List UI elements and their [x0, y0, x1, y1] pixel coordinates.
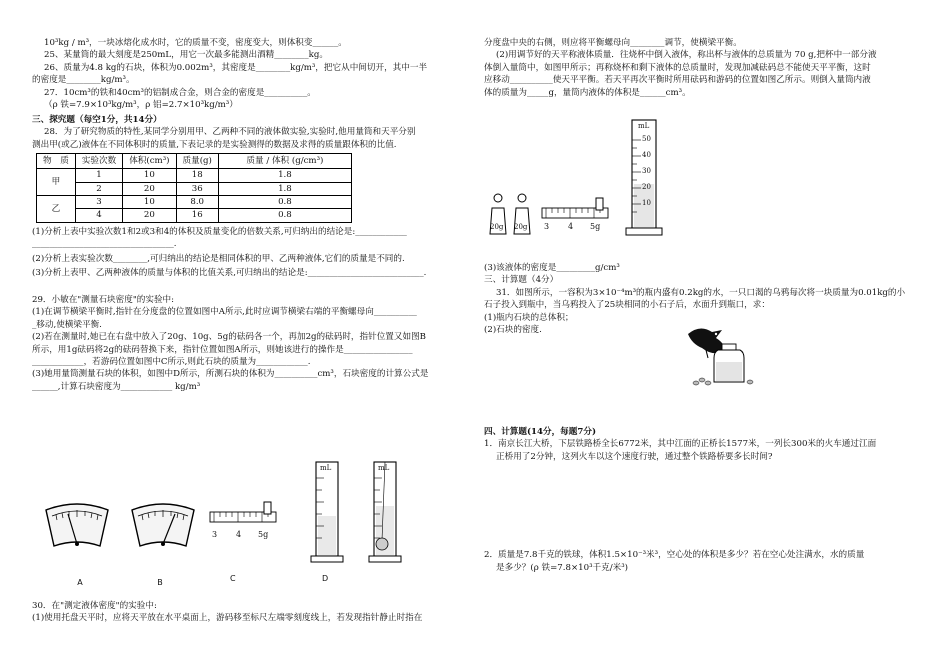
scale-tick: 3: [212, 530, 218, 539]
table-header: 质量(g): [176, 154, 218, 169]
figure-b-dial: [128, 498, 198, 587]
table-cell: 20: [123, 182, 176, 195]
scale-tick: 5g: [590, 222, 601, 231]
scale-tick: 4: [236, 530, 242, 539]
table-cell: 36: [176, 182, 218, 195]
q28-line2: 测出甲(或乙)液体在不同体积时的质量,下表记录的是实验测得的数据及求得的质量跟体积的比值.: [32, 139, 397, 150]
table-header: 体积(cm³): [123, 154, 176, 169]
cylinder-mark: 50: [642, 135, 651, 143]
data-table: [36, 153, 352, 223]
left-column: [32, 0, 464, 393]
calc-q2-line2: 是多少？(ρ 铁=7.8×10³千克/米³): [496, 562, 629, 573]
calc-section-heading: 三、计算题（4分）: [484, 275, 559, 286]
q28-1-line2: _________________________________.: [32, 239, 177, 250]
figure-c-caption: C: [230, 574, 236, 583]
table-group-name: 乙: [37, 195, 76, 222]
scale-tick: 4: [568, 222, 574, 231]
table-group-name: 甲: [37, 169, 76, 196]
weight-label: 20g: [490, 223, 504, 231]
figure-d-cylinders: [302, 458, 422, 583]
cylinder-unit-label: mL: [638, 122, 650, 130]
q27: 27．10cm³的铁和40cm³的铝制成合金，则合金的密度是__________。: [44, 87, 316, 98]
q31-1: (1)瓶内石块的总体积；: [484, 312, 574, 323]
figure-graduated-cylinder: [622, 118, 668, 240]
table-cell: 1.8: [218, 169, 351, 182]
figure-weights-balance: [486, 190, 616, 250]
q25: 25、某量筒的最大刻度是250mL，用它一次最多能测出酒精________kg。: [44, 50, 328, 61]
q29-2-line2: 所示，用1g砝码将2g的砝码替换下来，指针位置如图A所示，则她该进行的操作是________________: [32, 344, 413, 355]
calc-q1-line2: 正桥用了2分钟，这列火车以这个速度行驶，通过整个铁路桥要多长时间?: [496, 451, 773, 462]
calc-q1-line1: 1．南京长江大桥，下层铁路桥全长6772米，其中江面的正桥长1577米，一列长300米的火车通过江面: [484, 439, 877, 450]
q28-2: (2)分析上表实验次数________,可归纳出的结论是相同体积的甲、乙两种液体,它们的质量是不同的.: [32, 253, 405, 264]
q31-2: (2)石块的密度.: [484, 325, 542, 336]
table-cell: 18: [176, 169, 218, 182]
cylinder-mark: 10: [642, 199, 651, 207]
q29-2-line3: ____________，若游码位置如图中C所示,则此石块的质量为____________.: [32, 356, 311, 367]
table-cell: 1: [75, 169, 122, 182]
table-header: 物 质: [37, 154, 76, 169]
table-header: 质量 / 体积 (g/cm³): [218, 154, 351, 169]
q26-line1: 26、质量为4.8 kg的石块，体积为0.002m³，其密度是________kg/m³，把它从中间切开，其中一半: [44, 62, 428, 73]
calc-q2-line1: 2．质量是7.8千克的铁球，体积1.5×10⁻³米³，空心处的体积是多少？若在空心处注满水，水的质量: [484, 550, 865, 561]
q29-1-line1: (1)在调节横梁平衡时,指针在分度盘的位置如图中A所示,此时应调节横梁右端的平衡螺母向__________: [32, 307, 417, 318]
left-column-bottom: [32, 600, 464, 625]
section-3-heading: 三、探究题（每空1分，共14分）: [32, 114, 162, 125]
weight-label: 20g: [514, 223, 528, 231]
q28-3: (3)分析上表甲、乙两种液体的质量与体积的比值关系,可归纳出的结论是:___________________________.: [32, 268, 427, 279]
table-cell: 2: [75, 182, 122, 195]
table-row: [37, 169, 352, 182]
cylinder-mark: 20: [642, 183, 651, 191]
table-cell: 0.8: [218, 195, 351, 208]
scale-tick: 3: [544, 222, 550, 231]
cylinder-unit-label: mL: [378, 464, 390, 472]
table-row: [37, 195, 352, 208]
q30-1: (1)使用托盘天平时，应将天平放在水平桌面上，游码移至标尺左端零刻度线上，若发现指针静止时指在: [32, 613, 423, 624]
table-cell: 10: [123, 195, 176, 208]
table-cell: 8.0: [176, 195, 218, 208]
q28-1-line1: (1)分析上表中实验次数1和2或3和4的体积及质量变化的倍数关系,可归纳出的结论是:____________: [32, 226, 407, 237]
table-cell: 10: [123, 169, 176, 182]
q30-3: (3)该液体的密度是_________g/cm³: [484, 263, 620, 273]
q29-3-line1: (3)她用量筒测量石块的体积，如图中D所示，所测石块的体积为__________cm³，石块密度的计算公式是: [32, 369, 429, 380]
table-row: [37, 209, 352, 222]
crow-bottle-figure: [682, 322, 762, 388]
q31-line1: 31．如图所示，一容积为3×10⁻⁴m³的瓶内盛有0.2kg的水，一只口渴的乌鸦每次将一块质量为0.01kg的小: [496, 287, 906, 298]
table-cell: 4: [75, 209, 122, 222]
q29-2-line1: (2)若在测量时,她已在右盘中放入了20g、10g、5g的砝码各一个，再加2g的砝码时，指针位置又如图B: [32, 332, 427, 343]
table-cell: 16: [176, 209, 218, 222]
q30-2-line4: 体的质量为_____g，量筒内液体的体积是______cm³。: [484, 87, 691, 98]
q30-2-line1: (2)用调节好的天平称液体质量．往烧杯中倒入液体，称出杯与液体的总质量为 70 g,把杯中一部分液: [496, 50, 877, 61]
q24-tail: 10³kg / m³，一块冰熔化成水时，它的质量不变，密度变大，则体积变______。: [44, 38, 347, 48]
q29-1-line2: _移动,使横梁平衡.: [32, 319, 102, 330]
figure-a-dial: [42, 498, 112, 587]
cylinder-unit-label: mL: [320, 464, 332, 472]
table-cell: 1.8: [218, 182, 351, 195]
scale-tick: 5g: [258, 530, 269, 539]
q31-line2: 石子投入到瓶中，当乌鸦投入了25块相同的小石子后，水面升到瓶口，求：: [484, 300, 770, 311]
table-header: 实验次数: [75, 154, 122, 169]
figure-d-caption: D: [322, 574, 329, 583]
q29: 29．小敏在"测量石块密度"的实验中:: [32, 294, 175, 305]
table-row: [37, 182, 352, 195]
cylinder-mark: 30: [642, 167, 651, 175]
section-4-heading: 四、计算题(14分，每题7分): [484, 427, 597, 437]
q28-line1: 28．为了研究物质的特性,某同学分别用甲、乙两种不同的液体做实验,实验时,他用量筒和天平分别: [44, 127, 416, 138]
q30-1-continued: 分度盘中央的右侧，则应将平衡螺母向________调节，使横梁平衡。: [484, 38, 742, 48]
cylinder-mark: 40: [642, 151, 651, 159]
table-header-row: [37, 154, 352, 169]
q30-2-line2: 体倒入量筒中，如图甲所示；再称烧杯和剩下液体的总质量时，发现加减砝码总不能使天平平衡，这时: [484, 62, 871, 73]
q27-note: （ρ 铁=7.9×10³kg/m³，ρ 铝=2.7×10³kg/m³）: [44, 100, 238, 111]
right-column: [484, 0, 920, 99]
table-cell: 3: [75, 195, 122, 208]
figure-a-caption: A: [77, 578, 83, 587]
q26-line2: 的密度是________kg/m³。: [32, 75, 135, 86]
table-cell: 20: [123, 209, 176, 222]
q30-2-line3: 应移动__________使天平平衡。若天平再次平衡时所用砝码和游码的位置如图乙所示。则倒入量筒内液: [484, 75, 871, 86]
q29-3-line2: ______,计算石块密度为____________ kg/m³: [32, 381, 201, 392]
table-cell: 0.8: [218, 209, 351, 222]
q30: 30．在"测定液体密度"的实验中:: [32, 601, 157, 611]
right-column-bottom: [484, 426, 920, 574]
figure-c-scale: [208, 500, 280, 583]
figure-b-caption: B: [157, 578, 163, 587]
